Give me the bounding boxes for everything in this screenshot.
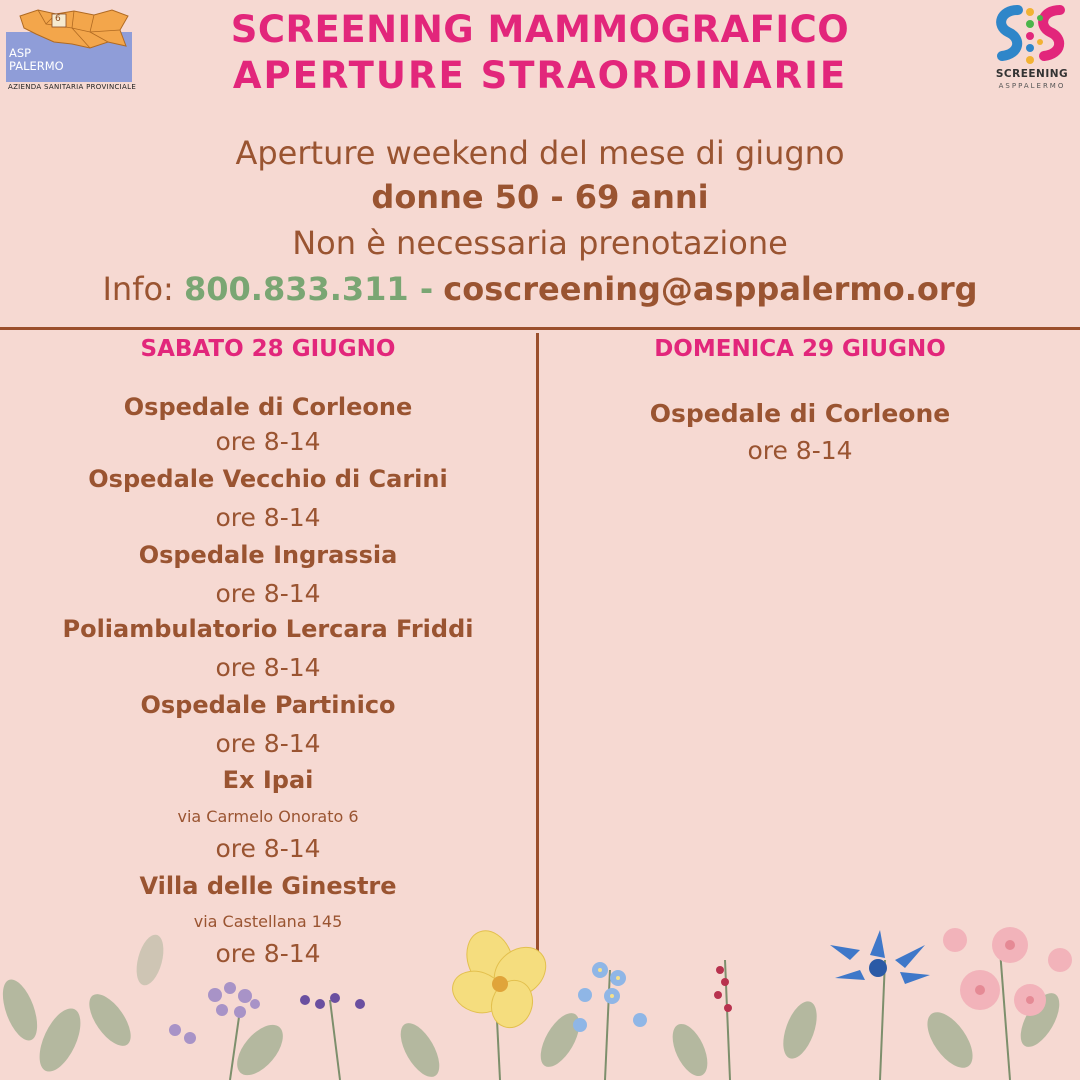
saturday-location-name: Ex Ipai <box>222 766 314 794</box>
saturday-location-name: Ospedale di Corleone <box>123 393 413 421</box>
screening-logo-word: SCREENING <box>995 68 1069 80</box>
saturday-location-name: Ospedale Vecchio di Carini <box>88 465 448 493</box>
saturday-location-hours: ore 8-14 <box>215 834 321 863</box>
saturday-location-hours: ore 8-14 <box>215 579 321 608</box>
logo-subtitle: AZIENDA SANITARIA PROVINCIALE <box>8 83 137 91</box>
saturday-location-name: Villa delle Ginestre <box>139 872 397 900</box>
title-line2: APERTURE STRAORDINARIE <box>232 54 848 97</box>
info-email[interactable]: coscreening@asppalermo.org <box>443 270 978 308</box>
saturday-location-hours: ore 8-14 <box>215 729 321 758</box>
saturday-location-hours: ore 8-14 <box>215 653 321 682</box>
sunday-location-hours: ore 8-14 <box>747 436 853 465</box>
intro-weekend: Aperture weekend del mese di giugno <box>235 134 845 172</box>
screening-logo-sub: ASPPALERMO <box>998 82 1066 90</box>
title-line1: SCREENING MAMMOGRAFICO <box>230 8 850 51</box>
saturday-heading: SABATO 28 GIUGNO <box>140 336 396 362</box>
saturday-location-hours: ore 8-14 <box>215 503 321 532</box>
saturday-location-name: Poliambulatorio Lercara Friddi <box>62 615 474 643</box>
intro-target-age: donne 50 - 69 anni <box>371 178 709 216</box>
saturday-location-hours: ore 8-14 <box>215 427 321 456</box>
info-label: Info: <box>102 270 174 308</box>
logo-badge: 6 <box>55 14 61 24</box>
intro-no-booking: Non è necessaria prenotazione <box>292 224 788 262</box>
vertical-divider <box>536 333 539 970</box>
saturday-location-hours: ore 8-14 <box>215 939 321 968</box>
logo-name-line2: PALERMO <box>9 59 64 73</box>
floral-decoration-icon <box>0 900 1080 1080</box>
saturday-location-name: Ospedale Partinico <box>140 691 396 719</box>
logo-name-line1: ASP <box>9 46 32 60</box>
sunday-heading: DOMENICA 29 GIUGNO <box>654 336 946 362</box>
saturday-location-address: via Castellana 145 <box>193 912 343 931</box>
saturday-location-name: Ospedale Ingrassia <box>138 541 398 569</box>
info-phone[interactable]: 800.833.311 - <box>183 270 434 308</box>
sunday-location-name: Ospedale di Corleone <box>649 399 951 428</box>
saturday-location-address: via Carmelo Onorato 6 <box>177 807 359 826</box>
